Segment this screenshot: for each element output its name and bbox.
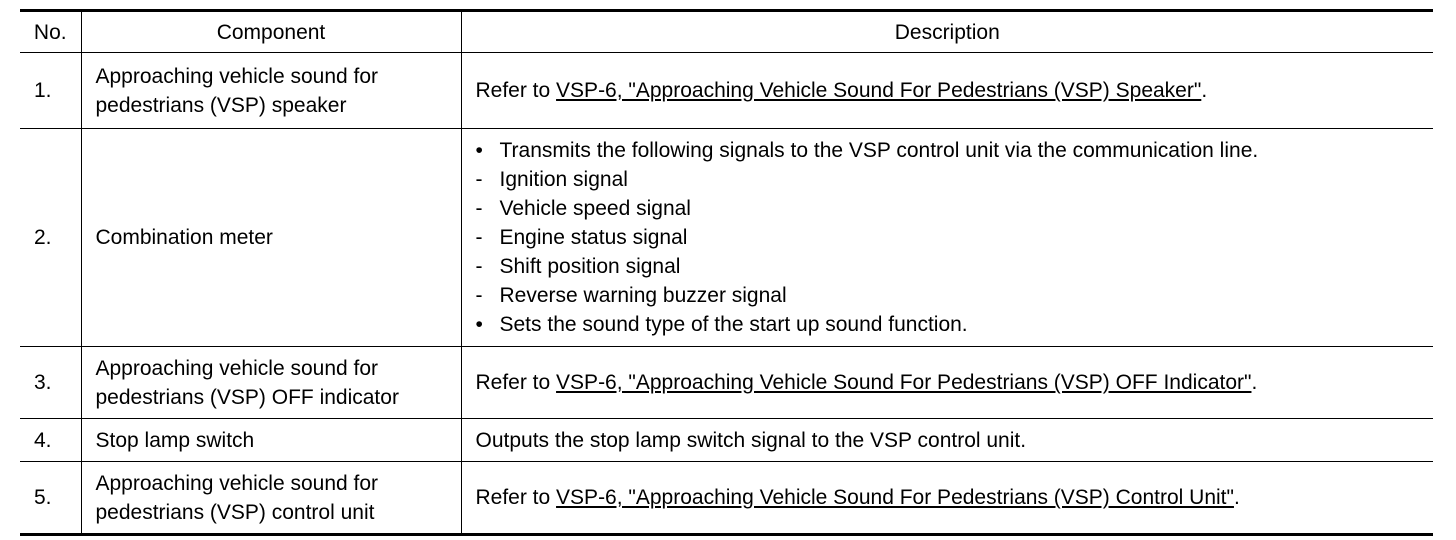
description-cell [461, 462, 1433, 535]
dash-mark: - [475, 226, 483, 249]
description-cell [461, 129, 1433, 347]
row-number: 2. [20, 129, 81, 347]
description-prefix: Refer to [475, 486, 557, 509]
list-item-text: Engine status signal [499, 226, 688, 249]
dash-mark: - [475, 284, 483, 307]
dash-mark: - [475, 168, 483, 191]
header-row [20, 11, 1433, 53]
list-item [476, 165, 1420, 194]
reference-link[interactable]: VSP-6, "Approaching Vehicle Sound For Pedestrians (VSP) OFF Indicator" [556, 371, 1252, 394]
row-number: 3. [20, 347, 81, 419]
list-item [476, 252, 1420, 281]
list-item [476, 194, 1420, 223]
header-component: Component [81, 11, 461, 53]
component-table [20, 9, 1433, 536]
description-cell [461, 53, 1433, 129]
table-row [20, 129, 1433, 347]
description-suffix: . [1233, 486, 1240, 509]
header-no: No. [20, 11, 81, 53]
signal-list [476, 136, 1420, 339]
table-row [20, 419, 1433, 462]
list-item [476, 136, 1420, 165]
header-description: Description [461, 11, 1433, 53]
list-item-text: Vehicle speed signal [499, 197, 691, 220]
list-item-text: Transmits the following signals to the VSP control unit via the communication line. [499, 139, 1259, 162]
component-name: Approaching vehicle sound for pedestrians (VSP) OFF indicator [81, 347, 461, 419]
row-number: 5. [20, 462, 81, 535]
description-cell [461, 347, 1433, 419]
list-item-text: Shift position signal [499, 255, 681, 278]
table-row [20, 347, 1433, 419]
description-cell: Outputs the stop lamp switch signal to the VSP control unit. [461, 419, 1433, 462]
row-number: 4. [20, 419, 81, 462]
dash-mark: - [475, 197, 483, 220]
table-row [20, 53, 1433, 129]
table-row [20, 462, 1433, 535]
component-name: Combination meter [81, 129, 461, 347]
list-item-text: Reverse warning buzzer signal [499, 284, 787, 307]
description-suffix: . [1201, 79, 1208, 102]
reference-link[interactable]: VSP-6, "Approaching Vehicle Sound For Pedestrians (VSP) Speaker" [556, 79, 1202, 102]
description-prefix: Refer to [475, 371, 557, 394]
row-number: 1. [20, 53, 81, 129]
dash-mark: - [475, 255, 483, 278]
component-name: Approaching vehicle sound for pedestrians (VSP) control unit [81, 462, 461, 535]
bullet-mark: • [475, 313, 483, 336]
bullet-mark: • [475, 139, 483, 162]
list-item [476, 310, 1420, 339]
list-item [476, 281, 1420, 310]
list-item-text: Ignition signal [499, 168, 628, 191]
description-prefix: Refer to [475, 79, 557, 102]
component-name: Stop lamp switch [81, 419, 461, 462]
reference-link[interactable]: VSP-6, "Approaching Vehicle Sound For Pedestrians (VSP) Control Unit" [556, 486, 1234, 509]
list-item [476, 223, 1420, 252]
component-name: Approaching vehicle sound for pedestrians (VSP) speaker [81, 53, 461, 129]
list-item-text: Sets the sound type of the start up sound function. [499, 313, 968, 336]
description-suffix: . [1251, 371, 1258, 394]
